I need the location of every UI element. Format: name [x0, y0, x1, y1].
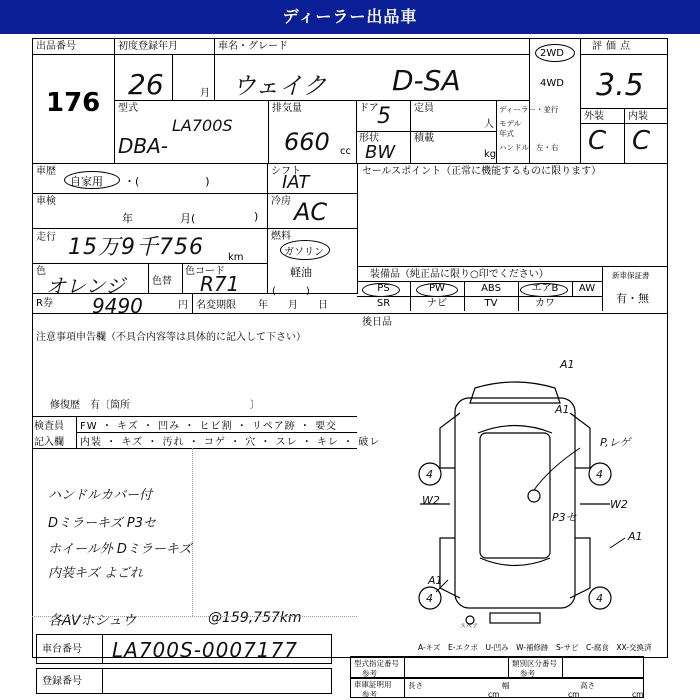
remark-4: 内装キズ よごれ	[48, 566, 143, 581]
displacement-label: 排気量	[272, 103, 302, 114]
history-suffix: ・( )	[124, 175, 210, 188]
first-reg-year: 26	[128, 68, 164, 101]
car-roof-outline	[470, 382, 560, 403]
equipment-label: 装備品（純正品に限り○印でください）	[370, 269, 549, 280]
diagram-label: P,レゲ	[600, 436, 631, 449]
notes-label: 注意事項申告欄（不具合内容等は具体的に記入して下さい）	[36, 332, 306, 343]
displacement-unit: cc	[340, 146, 351, 157]
diagram-label: 4	[426, 592, 433, 605]
divider	[76, 432, 357, 433]
divider	[32, 293, 357, 294]
model-cert-label-1: 型式指定番号	[354, 659, 399, 668]
divider	[529, 38, 530, 163]
divider	[357, 163, 358, 294]
inspector-row-1: FW ・ キズ ・ 凹み ・ ヒビ割 ・ リペア跡 ・ 要交	[80, 421, 338, 432]
divider	[404, 678, 405, 698]
inspector-label-2: 記入欄	[34, 437, 64, 448]
first-reg-label: 初度登録年月	[118, 41, 178, 52]
divider	[148, 263, 149, 293]
diagram-label: 4	[596, 468, 603, 481]
tire-circles	[419, 463, 611, 624]
height-unit: cm	[632, 690, 644, 699]
color-code-label: 色コード	[185, 266, 225, 277]
remark-2: Dミラーキズ P3セ	[48, 516, 156, 531]
divider	[214, 38, 215, 100]
load-label: 積載	[414, 133, 434, 144]
inspector-row-2: 内装 ・ キズ ・ 汚れ ・ コゲ ・ 穴 ・ スレ ・ キレ ・ 破レ	[80, 437, 381, 448]
diagram-label: W2	[610, 498, 628, 511]
remark-mileage: @159,757km	[208, 610, 302, 626]
width-unit: cm	[568, 690, 580, 699]
mileage-unit: km	[228, 252, 244, 263]
eq-tv: TV	[484, 298, 498, 309]
aircon-value: AC	[294, 198, 328, 226]
divider	[404, 656, 405, 678]
shift-value: IAT	[282, 172, 310, 193]
dealer-label: ディーラー・並行	[499, 105, 559, 114]
garage-cert-label: 車庫証明用	[354, 680, 392, 689]
front-bumper-outline	[570, 413, 590, 468]
divider	[102, 634, 103, 664]
divider	[32, 228, 357, 229]
capacity-unit: 人	[484, 119, 494, 130]
fuel-diesel: 軽油	[290, 266, 312, 279]
width-label: 幅	[502, 681, 510, 690]
repair-history: 修復歴 有〔箇所 〕	[50, 400, 260, 411]
mileage-value: 15万9千756	[68, 235, 204, 260]
shape-value: BW	[365, 142, 396, 163]
model-cert-label-2: 類別区分番号	[512, 659, 557, 668]
doors-label: ドア	[359, 103, 379, 114]
divider	[32, 54, 529, 55]
divider	[32, 263, 267, 264]
fuel-gasoline: ガソリン	[284, 247, 324, 258]
model-value-1: LA700S	[172, 116, 233, 135]
rating-ext-label: 外装	[584, 111, 604, 122]
eq-abs: ABS	[481, 283, 501, 294]
divider	[182, 263, 183, 293]
spare-label: スペア	[460, 623, 479, 628]
rear-bumper-outline	[440, 538, 460, 598]
capacity-label: 定員	[414, 103, 434, 114]
dealer-handle-options: 左・右	[536, 143, 559, 152]
leader-line	[534, 448, 580, 490]
registration-label: 登録番号	[42, 676, 82, 687]
shift-label: シフト	[271, 166, 301, 177]
divider	[356, 131, 496, 132]
diagram-label: 4	[426, 468, 433, 481]
shape-label: 形状	[359, 133, 379, 144]
page-header: ディーラー出品車	[0, 0, 700, 34]
fuel-paren: ( )	[272, 286, 310, 297]
eq-pw: PW	[429, 283, 445, 294]
model-cert-ref-2: 参考	[520, 669, 535, 678]
rating-score: 3.5	[596, 68, 644, 103]
name-change-date: 年 月 日	[258, 300, 328, 311]
mileage-label: 走行	[36, 232, 56, 243]
divider	[114, 100, 529, 101]
new-cert-label: 新車保証書	[612, 271, 650, 280]
remark-bottom: 各AVホシュウ	[48, 613, 137, 629]
color-label: 色	[36, 266, 46, 277]
leader-line	[610, 538, 625, 548]
divider	[172, 54, 173, 100]
chassis-label: 車台番号	[42, 644, 82, 655]
diagram-label: 4	[596, 592, 603, 605]
model-value-2: DBA-	[118, 134, 169, 158]
rating-ext: C	[588, 126, 607, 156]
first-reg-month-unit: 月	[200, 88, 210, 99]
divider	[102, 668, 103, 694]
rating-label: 評価点	[592, 41, 634, 52]
color-value: オレンジ	[46, 274, 125, 298]
length-unit: cm	[488, 690, 500, 699]
rear-bumper-outline	[570, 538, 590, 598]
divider	[357, 266, 668, 267]
diagram-label: W2	[422, 494, 440, 507]
recycle-unit: 円	[178, 300, 188, 311]
eq-airbag: エアB	[531, 283, 559, 294]
eq-ps: PS	[377, 283, 390, 294]
divider	[192, 448, 193, 616]
divider	[32, 163, 668, 164]
length-label: 長さ	[408, 681, 423, 690]
divider	[624, 108, 625, 163]
divider	[192, 293, 193, 313]
divider	[580, 38, 581, 163]
car-diagram	[400, 358, 670, 628]
displacement-value: 660	[284, 128, 330, 156]
dealer-year-label: 年式	[499, 129, 514, 138]
remark-1: ハンドルカバー付	[48, 488, 153, 503]
recycle-label: R券	[36, 298, 53, 309]
aircon-label: 冷房	[271, 196, 291, 207]
car-name-label: 車名・グレード	[218, 41, 288, 52]
chassis-value: LA700S-0007177	[112, 638, 298, 662]
sales-label: セールスポイント（正常に機能するものに限ります）	[362, 166, 602, 177]
diagram-label: A1	[555, 403, 570, 416]
inspection-month: 月(	[180, 212, 196, 225]
dealer-model-label: モデル	[499, 119, 522, 128]
divider	[562, 656, 563, 678]
divider	[32, 193, 357, 194]
eq-aw: AW	[578, 283, 596, 294]
eq-leather: カワ	[535, 298, 555, 309]
inspection-close: )	[254, 210, 259, 223]
eq-navi: ナビ	[427, 298, 447, 309]
front-bumper-outline	[440, 413, 460, 468]
divider	[508, 656, 509, 678]
rating-int: C	[632, 126, 651, 156]
car-grade: D-SA	[392, 64, 461, 97]
damage-legend: A-キズ E-エクボ U-凹み W-補修跡 S-サビ C-腐食 XX-交換済	[418, 643, 652, 652]
drive-4wd: 4WD	[540, 78, 564, 89]
auction-sheet	[32, 38, 668, 698]
rear-seat-label: 後日品	[362, 317, 392, 328]
doors-value: 5	[377, 104, 391, 129]
rear-glass-outline	[480, 558, 550, 566]
model-cert-ref-1: 参考	[362, 669, 377, 678]
height-label: 高さ	[580, 681, 595, 690]
name-change-label: 名変期限	[196, 300, 236, 311]
divider	[580, 123, 668, 124]
divider	[32, 448, 357, 449]
color-code-value: R71	[200, 272, 240, 296]
diagram-label: A1	[628, 530, 643, 543]
divider	[32, 313, 668, 314]
dealer-handle-label: ハンドル	[499, 143, 529, 152]
eq-sr: SR	[376, 298, 391, 309]
recycle-value: 9490	[92, 294, 143, 318]
load-unit: kg	[484, 149, 497, 160]
history-label: 車歴	[36, 166, 56, 177]
divider	[32, 616, 357, 617]
new-cert-value: 有・無	[616, 292, 649, 305]
inspector-label-1: 検査員	[34, 421, 64, 432]
remark-3: ホイール外 Dミラーキズ	[48, 542, 192, 557]
drive-2wd: 2WD	[540, 48, 564, 59]
car-name: ウェイク	[232, 72, 327, 100]
inspection-label: 車検	[36, 196, 56, 207]
history-value: 自家用	[70, 175, 103, 188]
windshield-outline	[478, 426, 552, 434]
diagram-label: A1	[428, 574, 443, 587]
car-body-outline	[455, 398, 575, 608]
inspection-year: 年	[122, 212, 133, 225]
rear-plate-outline	[490, 613, 540, 623]
rating-int-label: 内装	[628, 111, 648, 122]
divider	[268, 100, 269, 163]
diagram-label: A1	[560, 358, 575, 371]
fuel-label: 燃料	[271, 231, 291, 242]
color-change-label: 色替	[152, 276, 172, 287]
lot-number: 176	[46, 88, 101, 118]
diagram-label: P3セ	[552, 511, 577, 524]
model-label: 型式	[118, 103, 138, 114]
divider	[496, 100, 497, 163]
divider	[32, 416, 357, 417]
damage-marker-circle	[528, 490, 540, 502]
divider	[602, 266, 603, 311]
garage-cert-ref: 参考	[362, 690, 377, 699]
divider	[580, 54, 668, 55]
lot-label: 出品番号	[36, 41, 76, 52]
